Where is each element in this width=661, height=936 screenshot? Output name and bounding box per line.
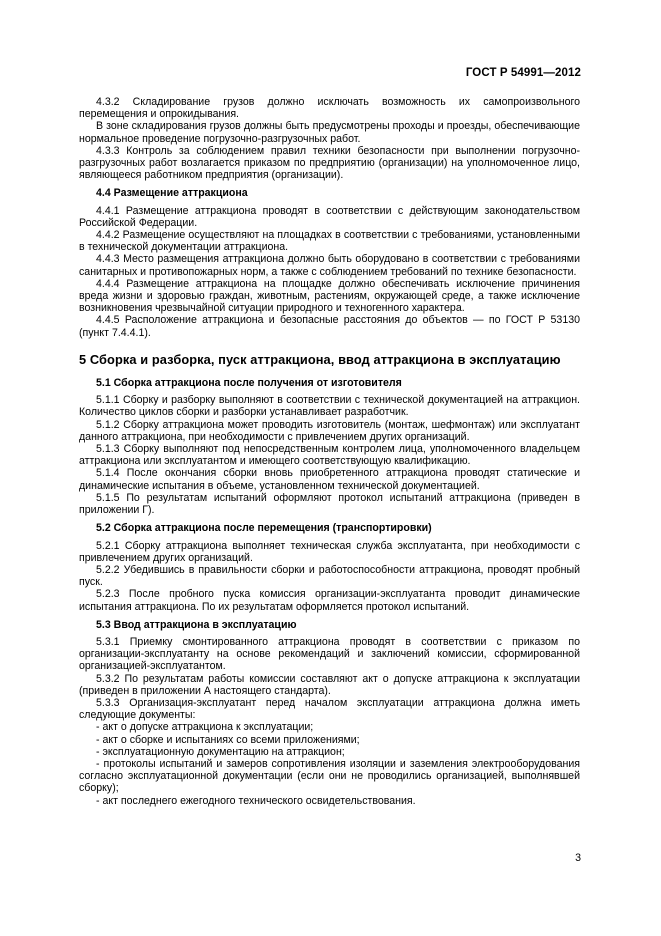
document-body xyxy=(79,96,580,807)
list-item: - акт о допуске аттракциона к эксплуатации; xyxy=(96,721,314,734)
list-item: - акт последнего ежегодного технического освидетельствования. xyxy=(96,794,416,807)
paragraph: 4.4.2 Размещение осуществляют на площадках в соответствии с требованиями, установленными в технической документации аттракциона. xyxy=(79,229,580,254)
subsection-heading: 5.2 Сборка аттракциона после перемещения (транспортировки) xyxy=(96,522,432,535)
paragraph: 5.1.5 По результатам испытаний оформляют протокол испытаний аттракциона (приведен в приложении Г). xyxy=(79,491,580,517)
standard-header: ГОСТ Р 54991—2012 xyxy=(465,67,581,79)
paragraph: В зоне складирования грузов должны быть предусмотрены проходы и проезды, обеспечивающие нормальное проведение погрузочно-разгрузочных работ. xyxy=(79,120,580,145)
paragraph: 4.4.3 Место размещения аттракциона должно быть оборудовано в соответствии с требованиями санитарных и противопожарных норм, а также с соблюдением требований по технике безопасности. xyxy=(79,253,580,278)
paragraph: 5.1.4 После окончания сборки вновь приобретенного аттракциона проводят статические и динамические испытания в объеме, установленном технической документацией. xyxy=(79,467,580,492)
list-item: - акт о сборке и испытаниях со всеми приложениями; xyxy=(96,733,360,746)
paragraph: 4.3.3 Контроль за соблюдением правил техники безопасности при выполнении погрузочно-разгрузочных работ возлагается приказом по предприятию (организации) на уполномоченное лицо, являющееся работником предприятия (организации). xyxy=(79,144,580,182)
paragraph: 4.4.5 Расположение аттракциона и безопасные расстояния до объектов — по ГОСТ Р 53130 (пункт 7.4.4.1). xyxy=(79,314,580,339)
paragraph: 4.3.2 Складирование грузов должно исключать возможность их самопроизвольного перемещения и опрокидывания. xyxy=(79,96,580,121)
list-item: - протоколы испытаний и замеров сопротивления изоляции и заземления электрооборудования согласно эксплуатационной документации (если они не проводились организацией, выполнявшей сборку); xyxy=(79,757,580,795)
paragraph: 5.1.1 Сборку и разборку выполняют в соответствии с технической документацией на аттракцион. Количество циклов сборки и разборки устанавливает разработчик. xyxy=(79,394,580,419)
list-item: - эксплуатационную документацию на аттракцион; xyxy=(96,745,345,758)
paragraph: 4.4.1 Размещение аттракциона проводят в соответствии с действующим законодательством Российской Федерации. xyxy=(79,204,580,229)
paragraph: 5.3.1 Приемку смонтированного аттракциона проводят в соответствии с приказом по организации-эксплуатанту на основе рекомендаций и заключений комиссии, сформированной организацией-эксплуатантом. xyxy=(79,635,580,673)
subsection-heading: 5.3 Ввод аттракциона в эксплуатацию xyxy=(96,618,297,631)
paragraph: 5.2.2 Убедившись в правильности сборки и работоспособности аттракциона, проводят пробный пуск. xyxy=(79,563,580,589)
paragraph: 5.2.3 После пробного пуска комиссия организации-эксплуатанта проводит динамические испытания аттракциона. По их результатам оформляется протокол испытаний. xyxy=(79,588,580,613)
subsection-heading: 4.4 Размещение аттракциона xyxy=(96,187,248,200)
subsection-heading: 5.1 Сборка аттракциона после получения от изготовителя xyxy=(96,377,402,390)
paragraph: 5.3.3 Организация-эксплуатант перед началом эксплуатации аттракциона должна иметь следующие документы: xyxy=(79,696,580,722)
paragraph: 5.2.1 Сборку аттракциона выполняет техническая служба эксплуатанта, при необходимости с привлечением других организаций. xyxy=(79,539,580,564)
section-heading: 5 Сборка и разборка, пуск аттракциона, ввод аттракциона в эксплуатацию xyxy=(79,351,561,367)
paragraph: 5.1.2 Сборку аттракциона может проводить изготовитель (монтаж, шефмонтаж) или эксплуатант данного аттракциона, при необходимости с привлечением других организаций. xyxy=(79,418,580,443)
page-number: 3 xyxy=(575,852,581,864)
paragraph: 5.1.3 Сборку выполняют под непосредственным контролем лица, уполномоченного владельцем аттракциона или эксплуатантом и имеющего соответствующую квалификацию. xyxy=(79,443,580,468)
paragraph: 5.3.2 По результатам работы комиссии составляют акт о допуске аттракциона к эксплуатации (приведен в приложении А настоящего стандарта). xyxy=(79,672,580,697)
paragraph: 4.4.4 Размещение аттракциона на площадке должно обеспечивать исключение причинения вреда жизни и здоровью граждан, животным, растениям, окружающей среде, а также исключение возникновения чрезвычайной ситуации природного и техногенного характера. xyxy=(79,277,580,315)
